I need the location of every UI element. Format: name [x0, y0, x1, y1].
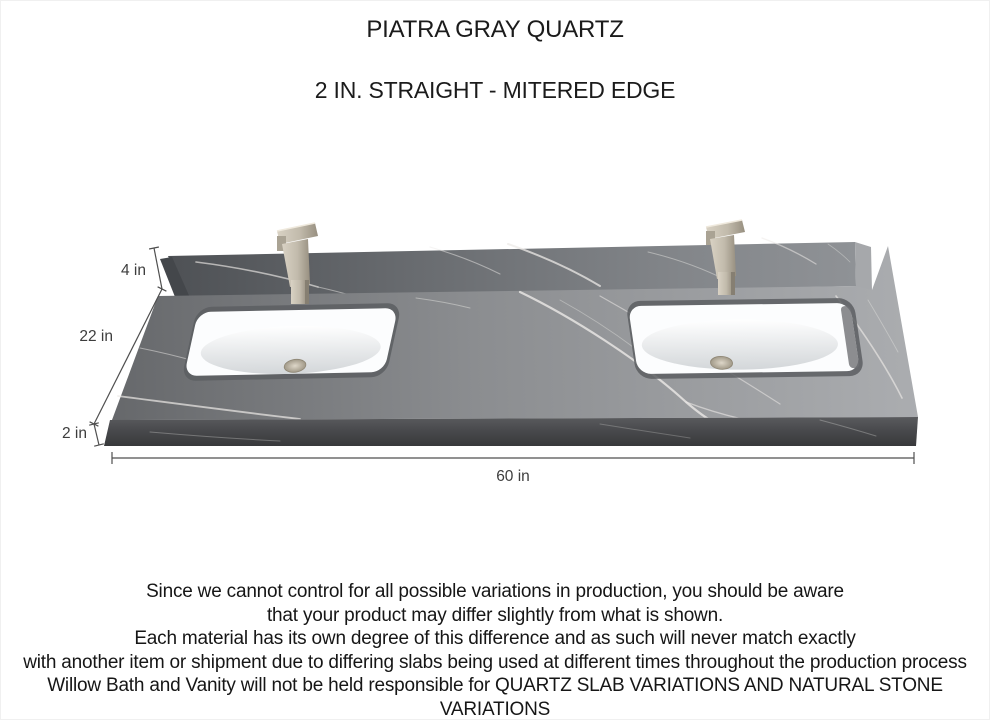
countertop-front-edge: [104, 417, 918, 446]
disclaimer-text: [0, 580, 990, 720]
page-title: PIATRA GRAY QUARTZ: [366, 16, 624, 43]
backsplash-right-face: [855, 242, 872, 291]
dimension-line-4in: [154, 248, 162, 289]
dimension-label-edge-thickness: 2 in: [62, 425, 87, 442]
dimension-label-backsplash-height: 4 in: [121, 262, 146, 279]
edge-style-subtitle: 2 IN. STRAIGHT - MITERED EDGE: [314, 77, 676, 103]
disclaimer-line: Each material has its own degree of this difference and as such will never match exactly: [134, 628, 856, 649]
dimension-line-2in: [94, 424, 99, 445]
disclaimer-line: with another item or shipment due to differing slabs being used at different times throughout the production process: [23, 651, 967, 673]
sink-basin-left: [181, 303, 402, 381]
sink-basin-right: [625, 298, 864, 379]
disclaimer-line: Willow Bath and Vanity will not be held responsible for QUARTZ SLAB VARIATIONS AND NATURAL STONE VARIATIONS: [47, 675, 943, 720]
disclaimer-line: that your product may differ slightly from what is shown.: [266, 604, 724, 626]
dimension-label-depth: 22 in: [79, 328, 113, 345]
disclaimer-line: Since we cannot control for all possible variations in production, you should be aware: [146, 581, 844, 602]
dimension-label-width: 60 in: [496, 468, 530, 485]
